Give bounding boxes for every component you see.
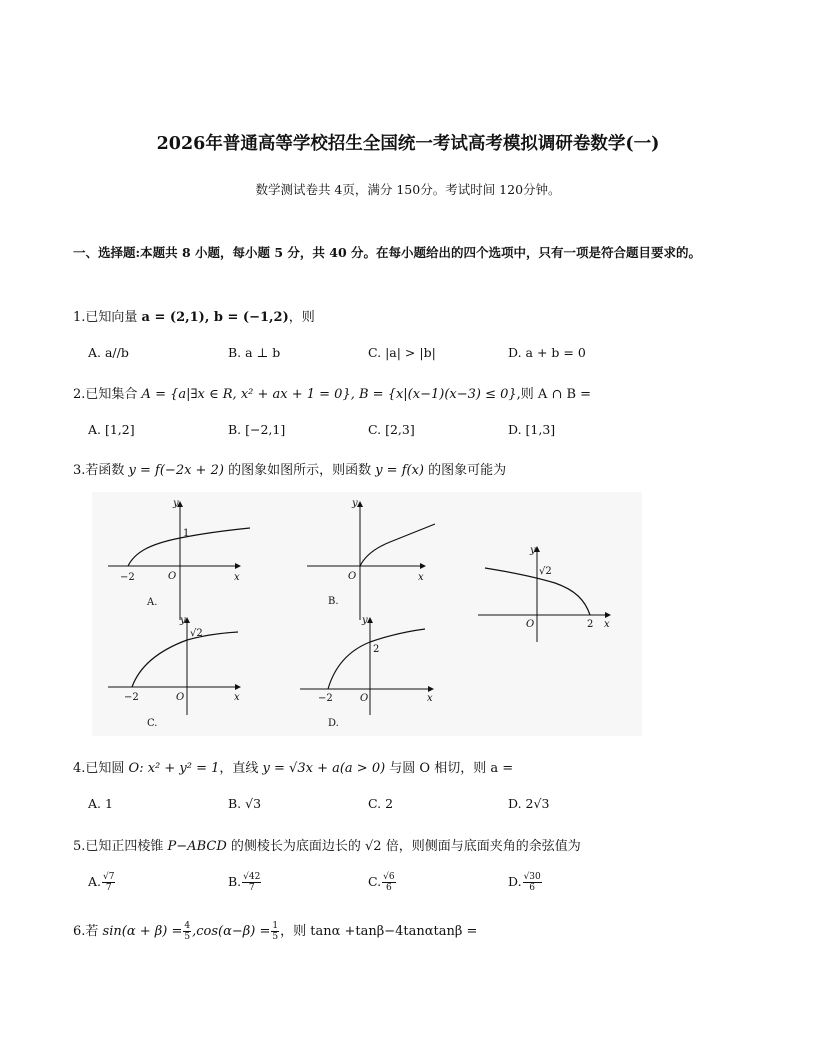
q4-option-d: D. 2√3 <box>508 796 550 811</box>
q2-option-c: C. [2,3] <box>368 422 415 437</box>
graph-d-xtick: −2 <box>318 693 333 704</box>
q4-option-a: A. 1 <box>88 796 113 811</box>
q5-option-c: C. $\frac{√6}{6}$ <box>368 872 395 893</box>
given-origin: O <box>526 619 535 630</box>
graph-a-x-label: x <box>234 572 240 583</box>
q2-option-a: A. [1,2] <box>88 422 135 437</box>
exam-subtitle: 数学测试卷共 4页，满分 150分。考试时间 120分钟。 <box>255 182 561 197</box>
graph-a-origin: O <box>168 571 177 582</box>
given-x-label: x <box>604 619 610 630</box>
graph-a-y-label: y <box>173 498 179 509</box>
section-heading: 一、选择题:本题共 8 小题，每小题 5 分，共 40 分。在每小题给出的四个选项中，只有一项是符合题目要求的。 <box>73 245 702 260</box>
graph-b-letter: B. <box>328 596 339 607</box>
graph-d-letter: D. <box>328 718 339 729</box>
question-5-stem: 5.已知正四棱锥 P−ABCD 的侧棱长为底面边长的 √2 倍，则侧面与底面夹角的余弦值为 <box>73 839 581 854</box>
q1-option-d: D. a + b = 0 <box>508 345 586 360</box>
q4-option-b: B. √3 <box>228 796 262 811</box>
exam-title: 2026年普通高等学校招生全国统一考试高考模拟调研卷数学(一) <box>156 134 660 154</box>
graph-a-letter: A. <box>147 597 158 608</box>
q5-option-d: D. $\frac{√30}{6}$ <box>508 872 541 893</box>
q1-option-a: A. a//b <box>88 345 129 360</box>
graph-c-x-label: x <box>234 692 240 703</box>
graph-d-origin: O <box>360 693 369 704</box>
graph-b-origin: O <box>348 571 357 582</box>
graph-c-origin: O <box>176 692 185 703</box>
given-xtick: 2 <box>587 619 594 630</box>
question-2-stem: 2.已知集合 A = {a|∃x ∈ R, x² + ax + 1 = 0}, B = {x|(x−1)(x−3) ≤ 0},则 A ∩ B = <box>73 387 592 402</box>
graph-c-xtick: −2 <box>124 692 139 703</box>
graph-d-x-label: x <box>427 693 433 704</box>
question-4-stem: 4.已知圆 O: x² + y² = 1，直线 y = √3x + a(a > 0) 与圆 O 相切，则 a = <box>73 761 514 776</box>
graph-a-xtick: −2 <box>120 572 135 583</box>
q4-option-c: C. 2 <box>368 796 394 811</box>
graph-d-ytick: 2 <box>373 644 380 655</box>
q1-option-b: B. a ⊥ b <box>228 345 281 360</box>
q2-option-b: B. [−2,1] <box>228 422 286 437</box>
question-3-stem: 3.若函数 y = f(−2x + 2) 的图象如图所示，则函数 y = f(x) 的图象可能为 <box>73 463 507 478</box>
graph-a-ytick: 1 <box>183 528 190 539</box>
question-1-stem: 1.已知向量 a = (2,1), b = (−1,2)，则 <box>73 310 315 325</box>
given-ytick: √2 <box>539 566 552 577</box>
graph-c-letter: C. <box>147 718 158 729</box>
graph-b-y-label: y <box>352 498 358 509</box>
q5-option-a: A. $\frac{√7}{7}$ <box>88 872 115 893</box>
graph-c-y-label: y <box>180 615 186 626</box>
q2-option-d: D. [1,3] <box>508 422 556 437</box>
graphs-figure <box>90 490 645 740</box>
q1-option-c: C. |a| > |b| <box>368 345 436 360</box>
graph-d-y-label: y <box>362 615 368 626</box>
graph-b-x-label: x <box>418 572 424 583</box>
graph-c-ytick: √2 <box>190 628 203 639</box>
question-6-stem: 6.若 sin(α + β) = $\frac{4}{5}$ ,cos(α−β) = $\frac{1}{5}$ ，则 tanα +tanβ−4tanαtanβ = <box>73 921 478 942</box>
given-y-label: y <box>530 545 536 556</box>
q5-option-b: B. $\frac{√42}{7}$ <box>228 872 261 893</box>
